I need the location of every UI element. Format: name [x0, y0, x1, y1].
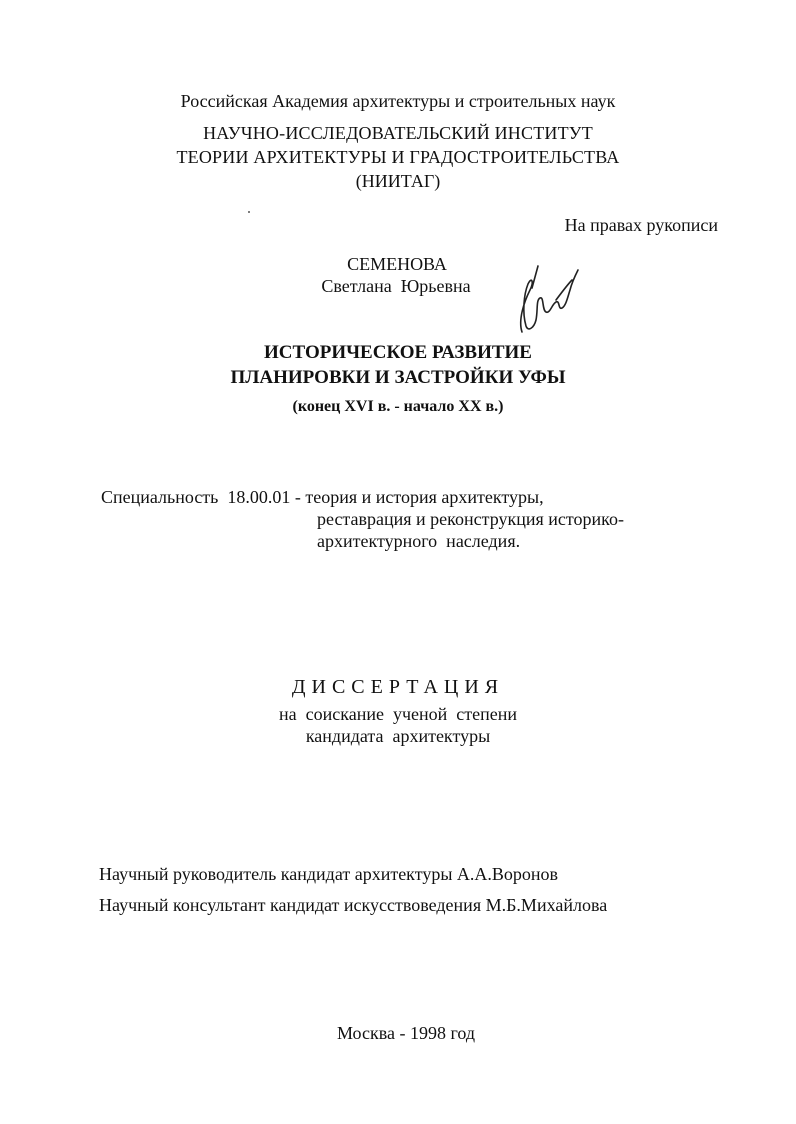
institute-name-line2: ТЕОРИИ АРХИТЕКТУРЫ И ГРАДОСТРОИТЕЛЬСТВА [176, 147, 620, 167]
place-and-year: Москва - 1998 год [336, 1023, 476, 1043]
scan-speck [248, 211, 250, 213]
institute-abbreviation: (НИИТАГ) [355, 171, 441, 191]
scientific-advisor: Научный руководитель кандидат архитектуры А.А.Воронов [99, 864, 559, 884]
academy-name: Российская Академия архитектуры и строительных наук [180, 91, 616, 111]
degree-line1: на соискание ученой степени [279, 704, 517, 724]
dissertation-heading: ДИССЕРТАЦИЯ [291, 676, 505, 698]
author-given-names: Светлана Юрьевна [321, 276, 471, 296]
dissertation-title-line2: ПЛАНИРОВКИ И ЗАСТРОЙКИ УФЫ [230, 367, 566, 388]
specialty-line3: архитектурного наследия. [317, 531, 521, 551]
dissertation-subtitle: (конец XVI в. - начало XX в.) [292, 398, 504, 415]
degree-line2: кандидата архитектуры [305, 726, 491, 746]
dissertation-title-line1: ИСТОРИЧЕСКОЕ РАЗВИТИЕ [264, 342, 532, 363]
manuscript-note: На правах рукописи [564, 215, 718, 235]
scientific-consultant: Научный консультант кандидат искусствоведения М.Б.Михайлова [99, 895, 608, 915]
specialty-line1: Специальность 18.00.01 - теория и история архитектуры, [101, 487, 544, 507]
institute-name-line1: НАУЧНО-ИССЛЕДОВАТЕЛЬСКИЙ ИНСТИТУТ [203, 123, 593, 143]
specialty-line2: реставрация и реконструкция историко- [317, 509, 624, 529]
author-surname: СЕМЕНОВА [347, 254, 447, 274]
signature-image [510, 262, 590, 338]
